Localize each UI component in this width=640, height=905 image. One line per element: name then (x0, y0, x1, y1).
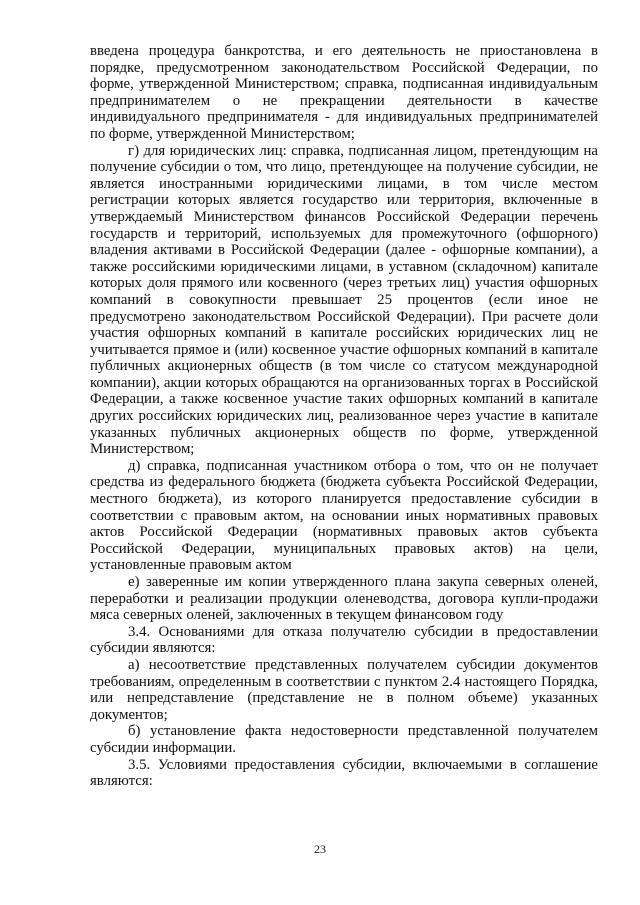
page-number: 23 (314, 842, 326, 856)
paragraph-item-b: б) установление факта недостоверности представленной получателем субсидии информации. (90, 723, 598, 756)
paragraph-continuation: введена процедура банкротства, и его деятельность не приостановлена в порядке, предусмотренном законодательством Российской Федерации, по форме, утвержденной Министерством; справка, подписанная индивидуальным предпринимателем о не прекращении деятельности в качестве индивидуального предпринимателя - для индивидуальных предпринимателей по форме, утвержденной Министерством; (90, 43, 598, 142)
paragraph-3-5: 3.5. Условиями предоставления субсидии, включаемыми в соглашение являются: (90, 756, 598, 790)
document-body (90, 43, 598, 790)
paragraph-item-a: а) несоответствие представленных получателем субсидии документов требованиям, определенным в соответствии с пунктом 2.4 настоящего Порядка, или непредставление (представление не в полном объеме) указанных документов; (90, 656, 598, 723)
paragraph-3-4: 3.4. Основаниями для отказа получателю субсидии в предоставлении субсидии являются: (90, 623, 598, 657)
paragraph-item-e: е) заверенные им копии утвержденного плана закупа северных оленей, переработки и реализации продукции оленеводства, договора купли-продажи мяса северных оленей, заключенных в текущем финансовом году (90, 574, 598, 624)
paragraph-item-g: г) для юридических лиц: справка, подписанная лицом, претендующим на получение субсидии о том, что лицо, претендующее на получение субсидии, не является иностранными юридическими лицами, в том числе местом регистрации которых является государство или территория, включенные в утверждаемый Министерством финансов Российской Федерации перечень государств и территорий, используемых для промежуточного (офшорного) владения активами в Российской Федерации (далее - офшорные компании), а также российскими юридическими лицами, в уставном (складочном) капитале которых доля прямого или косвенного (через третьих лиц) участия офшорных компаний в совокупности превышает 25 процентов (если иное не предусмотрено законодательством Российской Федерации). При расчете доли участия офшорных компаний в капитале российских юридических лиц не учитывается прямое и (или) косвенное участие офшорных компаний в капитале публичных акционерных обществ (в том числе со статусом международной компании), акции которых обращаются на организованных торгах в Российской Федерации, а также косвенное участие таких офшорных компаний в капитале других российских юридических лиц, реализованное через участие в капитале указанных публичных акционерных обществ по форме, утвержденной Министерством; (90, 142, 598, 458)
paragraph-item-d: д) справка, подписанная участником отбора о том, что он не получает средства из федерального бюджета (бюджета субъекта Российской Федерации, местного бюджета), из которого планируется предоставление субсидии в соответствии с правовым актом, на основании иных нормативных правовых актов Российской Федерации (нормативных правовых актов субъекта Российской Федерации, муниципальных правовых актов) на цели, установленные правовым актом (90, 457, 598, 574)
